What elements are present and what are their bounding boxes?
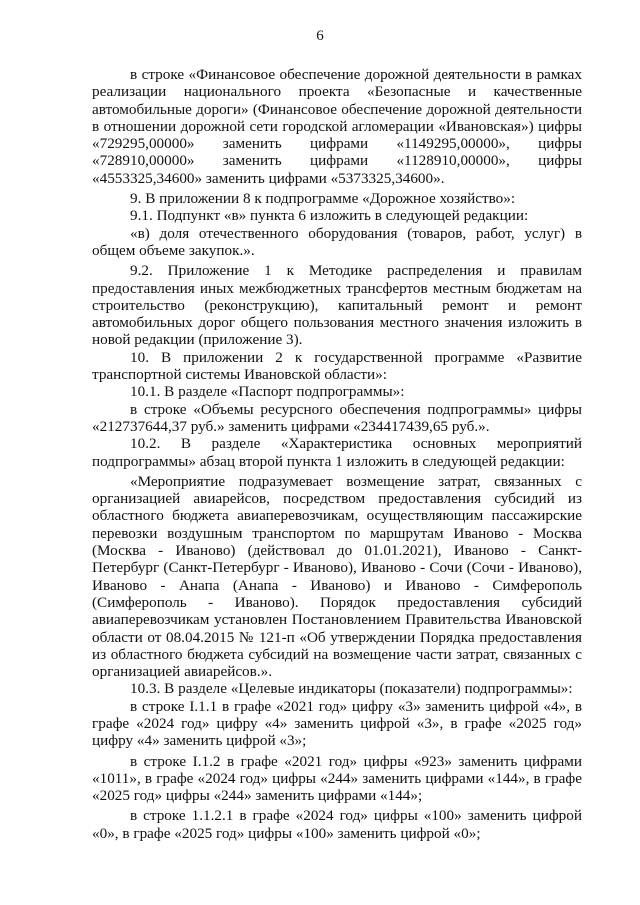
document-body xyxy=(92,66,582,842)
paragraph-measure-text: «Мероприятие подразумевает возмещение затрат, связанных с организацией авиарейсов, посредством предоставления субсидий из областного бюджета авиаперевозчикам, осуществляющим пассажирские перевозки воздушным транспортом по маршрутам Иваново - Москва (Москва - Иваново) (действовал до 01.01.2021), Иваново - Санкт-Петербург (Санкт-Петербург - Иваново), Иваново - Сочи (Сочи - Иваново), Иваново - Анапа (Анапа - Иваново) и Иваново - Симферополь (Симферополь - Иваново). Порядок предоставления субсидий авиаперевозчикам установлен Постановлением Правительства Ивановской области от 08.04.2015 № 121-п «Об утверждении Порядка предоставления из областного бюджета субсидий на возмещение части затрат, связанных с организацией авиарейсов.». xyxy=(92,472,582,681)
paragraph-item-9-1: 9.1. Подпункт «в» пункта 6 изложить в следующей редакции: xyxy=(130,207,529,225)
paragraph-row-1-1-1: в строке I.1.1 в графе «2021 год» цифру «3» заменить цифрой «4», в графе «2024 год» цифру «4» заменить цифрой «3», в графе «2025 год» цифру «4» заменить цифрой «3»; xyxy=(92,697,582,750)
paragraph-subitem-v: «в) доля отечественного оборудования (товаров, работ, услуг) в общем объеме закупок.». xyxy=(92,224,582,259)
paragraph-resources-row: в строке «Объемы ресурсного обеспечения подпрограммы» цифры «212737644,37 руб.» заменить цифрами «234417439,65 руб.». xyxy=(92,400,582,435)
paragraph-row-1-1-2-1: в строке 1.1.2.1 в графе «2024 год» цифры «100» заменить цифрой «0», в графе «2025 год» цифры «100» заменить цифрой «0»; xyxy=(92,807,582,842)
paragraph-row-1-1-2: в строке I.1.2 в графе «2021 год» цифры «923» заменить цифрами «1011», в графе «2024 год» цифры «244» заменить цифрами «144», в графе «2025 год» цифры «244» заменить цифрами «144»; xyxy=(92,752,582,805)
paragraph-item-10-2: 10.2. В разделе «Характеристика основных мероприятий подпрограммы» абзац второй пункта 1 изложить в следующей редакции: xyxy=(92,435,582,470)
page-number: 6 xyxy=(316,28,324,44)
paragraph-item-10: 10. В приложении 2 к государственной программе «Развитие транспортной системы Ивановской области»: xyxy=(92,348,582,384)
paragraph-item-9: 9. В приложении 8 к подпрограмме «Дорожное хозяйство»: xyxy=(130,190,516,208)
paragraph-item-10-3: 10.3. В разделе «Целевые индикаторы (показатели) подпрограммы»: xyxy=(130,680,573,698)
paragraph-item-9-2: 9.2. Приложение 1 к Методике распределения и правилам предоставления иных межбюджетных трансфертов местным бюджетам на строительство (реконструкцию), капитальный ремонт и ремонт автомобильных дорог общего пользования местного значения изложить в новой редакции (приложение 3). xyxy=(92,262,582,349)
paragraph-financing-row: в строке «Финансовое обеспечение дорожной деятельности в рамках реализации национального проекта «Безопасные и качественные автомобильные дороги» (Финансовое обеспечение дорожной деятельности в отношении дорожной сети городской агломерации «Ивановская») цифры «729295,00000» заменить цифрами «1149295,00000», цифры «728910,00000» заменить цифрами «1128910,00000», цифры «4553325,34600» заменить цифрами «5373325,34600». xyxy=(92,66,582,187)
paragraph-item-10-1: 10.1. В разделе «Паспорт подпрограммы»: xyxy=(130,383,405,401)
